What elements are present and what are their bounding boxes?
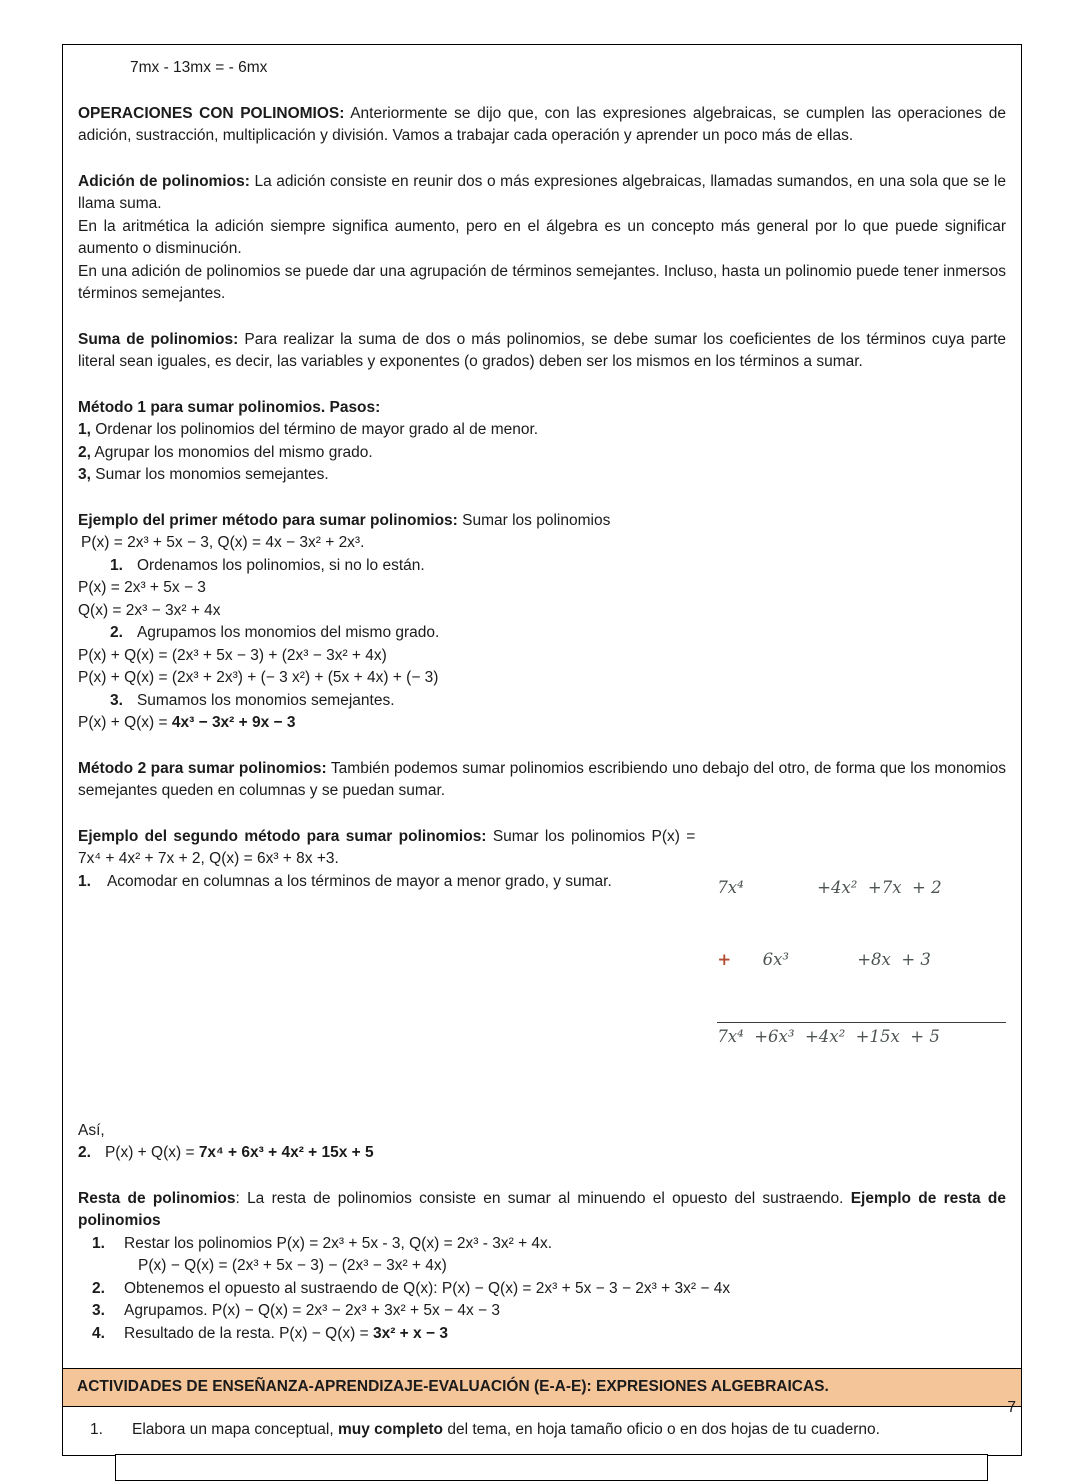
- activity-item-1-text: [132, 1419, 1006, 1442]
- resta-lead: Resta de polinomios: [78, 1189, 236, 1207]
- resta-step3-num: 3.: [92, 1302, 105, 1319]
- metodo1-section: [78, 397, 1006, 487]
- ejemplo1-step1: [110, 555, 1006, 578]
- resta-step4-result: 3x² + x − 3: [372, 1324, 448, 1342]
- metodo2-lead: Método 2 para sumar polinomios:: [78, 759, 327, 777]
- ejemplo2-section: [78, 826, 1006, 1097]
- handwritten-row2-terms: 6x³ +8x + 3: [731, 949, 931, 969]
- suma-text: Para realizar la suma de dos o más polinomios, se debe sumar los coeficientes de los términos cuya parte literal sean iguales, es decir, las variables y exponentes (o grados) deben ser los mismos en los términos a sumar.: [78, 330, 1007, 370]
- metodo1-step2-text: Agrupar los monomios del mismo grado.: [94, 443, 373, 461]
- suma-paragraph: [78, 329, 1006, 374]
- handwritten-row1: [717, 876, 1006, 900]
- ejemplo1-result: [78, 712, 1006, 735]
- activity-item-1-bold: muy completo: [337, 1420, 444, 1438]
- ejemplo1-step2-num: 2.: [110, 624, 123, 641]
- resta-lead2: Ejemplo de resta de polinomios: [78, 1189, 1006, 1229]
- resta-section: [78, 1188, 1006, 1346]
- ejemplo1-polynomials: P(x) = 2x³ + 5x − 3, Q(x) = 4x − 3x² + 2x³.: [81, 534, 365, 551]
- ejemplo2-step2-prefix: P(x) + Q(x) =: [104, 1144, 199, 1161]
- metodo1-step: [78, 419, 1006, 442]
- metodo1-step1-num: 1,: [78, 421, 91, 438]
- column-addition-worked-example: [717, 826, 1006, 1097]
- asi-line: Así,: [78, 1121, 105, 1139]
- handwritten-sum-row: [717, 1022, 1006, 1049]
- activity-item-1: [78, 1407, 1006, 1456]
- ejemplo1-p-line: P(x) = 2x³ + 5x − 3: [78, 579, 206, 596]
- ejemplo2-text: Sumar los polinomios P(x) = 7x⁴ + 4x² + 7x + 2, Q(x) = 6x³ + 8x +3.: [78, 827, 696, 867]
- adicion-text2: En la aritmética la adición siempre significa aumento, pero en el álgebra es un concepto más general por lo que puede significar aumento o disminución.: [78, 217, 1006, 257]
- ejemplo1-result-prefix: P(x) + Q(x) =: [78, 714, 172, 731]
- ejemplo2-step2-num: 2.: [78, 1144, 91, 1161]
- ejemplo1-step2-text: Agrupamos los monomios del mismo grado.: [136, 624, 440, 641]
- operaciones-paragraph: [78, 103, 1006, 148]
- metodo1-step2-num: 2,: [78, 443, 91, 461]
- ejemplo1-group2: P(x) + Q(x) = (2x³ + 2x³) + (− 3 x²) + (5x + 4x) + (− 3): [78, 669, 439, 686]
- resta-step3: [78, 1300, 1006, 1323]
- ejemplo1-title: [78, 510, 1006, 533]
- ejemplo1-step2: [110, 622, 1006, 645]
- adicion-lead: Adición de polinomios:: [78, 172, 250, 190]
- ejemplo2-step1-text: Acomodar en columnas a los términos de mayor a menor grado, y sumar.: [106, 872, 612, 890]
- metodo1-step: [78, 464, 1006, 487]
- metodo1-title: Método 1 para sumar polinomios. Pasos:: [78, 398, 381, 416]
- activity-item-1-pre: Elabora un mapa conceptual,: [132, 1420, 338, 1438]
- ejemplo1-lead-text: Sumar los polinomios: [462, 511, 611, 529]
- ejemplo1-step3: [110, 690, 1006, 713]
- content-frame: [62, 44, 1022, 1456]
- metodo1-step3-text: Sumar los monomios semejantes.: [95, 466, 329, 483]
- metodo2-text: También podemos sumar polinomios escribiendo uno debajo del otro, de forma que los monomios semejantes queden en columnas y se puedan sumar.: [78, 759, 1007, 799]
- ejemplo2-step2: [78, 1142, 1006, 1165]
- resta-step2-text: Obtenemos el opuesto al sustraendo de Q(x): P(x) − Q(x) = 2x³ + 5x − 3 − 2x³ + 3x² − 4x: [124, 1279, 731, 1297]
- ejemplo2-text-column: [78, 826, 695, 1097]
- activity-item-1-number: 1.: [90, 1420, 103, 1438]
- operaciones-lead: OPERACIONES CON POLINOMIOS:: [78, 104, 345, 122]
- ejemplo1-q-line: Q(x) = 2x³ − 3x² + 4x: [78, 601, 221, 619]
- handwritten-row2: [717, 948, 1006, 972]
- resta-step1: [78, 1233, 1006, 1256]
- ejemplo2-step2-result: 7x⁴ + 6x³ + 4x² + 15x + 5: [198, 1144, 374, 1161]
- ejemplo2-step1-num: 1.: [78, 872, 91, 890]
- top-equation: 7mx - 13mx = - 6mx: [130, 59, 268, 76]
- resta-step1-text: Restar los polinomios P(x) = 2x³ + 5x - 3, Q(x) = 2x³ - 3x² + 4x.: [124, 1234, 553, 1252]
- page-number: 7: [1007, 1398, 1016, 1416]
- handwritten-sum-terms: 7x⁴ +6x³ +4x² +15x + 5: [717, 1026, 940, 1046]
- resta-step2: [78, 1278, 1006, 1301]
- suma-lead: Suma de polinomios:: [78, 330, 239, 348]
- resta-step2-num: 2.: [92, 1279, 105, 1297]
- activity-item-1-post: del tema, en hoja tamaño oficio o en dos hojas de tu cuaderno.: [443, 1420, 880, 1438]
- ejemplo2-paragraph: [78, 826, 695, 871]
- ejemplo2-result-section: [78, 1120, 1006, 1165]
- handwritten-row1-terms: 7x⁴ +4x² +7x + 2: [717, 877, 942, 897]
- activities-banner: ACTIVIDADES DE ENSEÑANZA-APRENDIZAJE-EVALUACIÓN (E-A-E): EXPRESIONES ALGEBRAICAS.: [63, 1368, 1021, 1407]
- resta-step1-num: 1.: [92, 1234, 105, 1252]
- metodo1-step3-num: 3,: [78, 466, 91, 483]
- metodo2-paragraph: [78, 758, 1006, 803]
- resta-paragraph: [78, 1188, 1006, 1233]
- ejemplo2-lead: Ejemplo del segundo método para sumar polinomios:: [78, 827, 487, 845]
- resta-text: : La resta de polinomios consiste en sumar al minuendo el opuesto del sustraendo.: [235, 1189, 851, 1207]
- plus-sign: +: [717, 949, 732, 969]
- ejemplo1-group1: P(x) + Q(x) = (2x³ + 5x − 3) + (2x³ − 3x² + 4x): [78, 646, 387, 664]
- ejemplo1-section: [78, 510, 1006, 735]
- operaciones-text: Anteriormente se dijo que, con las expresiones algebraicas, se cumplen las operaciones de adición, sustracción, multiplicación y división. Vamos a trabajar cada operación y aprender un poco más de ellas.: [78, 104, 1006, 144]
- ejemplo1-step1-text: Ordenamos los polinomios, si no lo están.: [136, 556, 425, 574]
- resta-step4-num: 4.: [92, 1324, 105, 1342]
- resta-step4-prefix: Resultado de la resta. P(x) − Q(x) =: [124, 1324, 373, 1342]
- ejemplo1-step1-num: 1.: [110, 556, 123, 574]
- resta-step4: [78, 1323, 1006, 1346]
- ejemplo1-step3-num: 3.: [110, 691, 123, 709]
- metodo1-step: [78, 442, 1006, 465]
- ejemplo1-lead: Ejemplo del primer método para sumar polinomios:: [78, 511, 458, 529]
- resta-step4-text: [124, 1323, 1006, 1346]
- resta-step3-text: Agrupamos. P(x) − Q(x) = 2x³ − 2x³ + 3x² + 5x − 4x − 3: [124, 1302, 501, 1319]
- metodo1-step1-text: Ordenar los polinomios del término de mayor grado al de menor.: [95, 421, 539, 438]
- ejemplo1-result-bold: 4x³ − 3x² + 9x − 3: [171, 714, 296, 731]
- resta-step1-subline: P(x) − Q(x) = (2x³ + 5x − 3) − (2x³ − 3x² + 4x): [138, 1257, 447, 1274]
- ejemplo1-step3-text: Sumamos los monomios semejantes.: [136, 691, 395, 709]
- adicion-text1: La adición consiste en reunir dos o más expresiones algebraicas, llamadas sumandos, en una sola que se le llama suma.: [78, 172, 1006, 212]
- ejemplo2-step1: [78, 871, 695, 894]
- adicion-text3: En una adición de polinomios se puede dar una agrupación de términos semejantes. Incluso, hasta un polinomio puede tener inmersos términos semejantes.: [78, 262, 1007, 302]
- answer-box: [115, 1454, 988, 1481]
- adicion-paragraph: [78, 171, 1006, 306]
